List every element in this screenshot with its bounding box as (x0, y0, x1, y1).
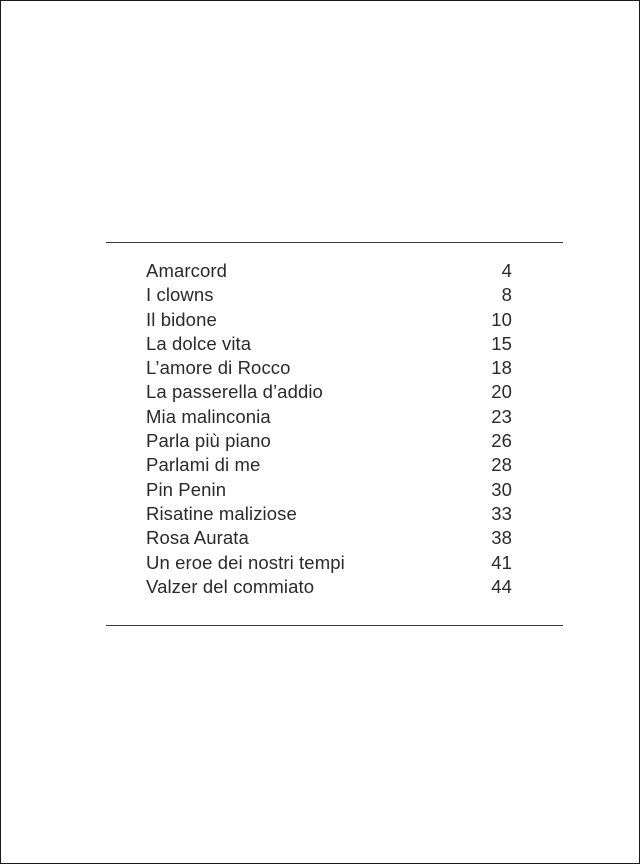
toc-entry[interactable] (146, 575, 512, 599)
table-of-contents (146, 259, 512, 599)
toc-entry[interactable] (146, 332, 512, 356)
toc-entry-title: Risatine maliziose (146, 502, 297, 524)
toc-entry-title: Parla più piano (146, 430, 271, 452)
toc-entry-title: Un eroe dei nostri tempi (146, 551, 345, 573)
toc-entry-page: 10 (491, 308, 512, 330)
toc-entry[interactable] (146, 405, 512, 429)
toc-entry-page: 20 (491, 381, 512, 403)
toc-entry[interactable] (146, 478, 512, 502)
toc-entry[interactable] (146, 526, 512, 550)
toc-entry-title: Valzer del commiato (146, 575, 315, 597)
toc-entry-page: 26 (491, 430, 512, 452)
toc-entry-page: 38 (491, 527, 512, 549)
toc-entry[interactable] (146, 453, 512, 477)
toc-entry-title: Amarcord (146, 260, 227, 281)
top-divider (106, 242, 563, 243)
toc-entry[interactable] (146, 259, 512, 283)
toc-entry-title: Parlami di me (146, 454, 261, 476)
toc-entry-title: La dolce vita (146, 332, 252, 354)
toc-entry-page: 33 (491, 502, 512, 524)
toc-entry[interactable] (146, 308, 512, 332)
toc-entry-title: Pin Penin (146, 478, 227, 500)
toc-entry-title: Mia malinconia (146, 405, 271, 427)
toc-entry-page: 4 (501, 260, 512, 281)
toc-entry-page: 28 (491, 454, 512, 476)
toc-entry-page: 23 (491, 405, 512, 427)
toc-entry[interactable] (146, 283, 512, 307)
toc-entry[interactable] (146, 502, 512, 526)
toc-entry-title: Rosa Aurata (146, 527, 249, 549)
toc-entry-page: 41 (491, 551, 512, 573)
toc-entry[interactable] (146, 380, 512, 404)
toc-entry-title: L’amore di Rocco (146, 357, 291, 379)
toc-entry-page: 30 (491, 478, 512, 500)
toc-entry[interactable] (146, 551, 512, 575)
toc-entry-page: 44 (491, 575, 512, 597)
bottom-divider (106, 625, 563, 626)
toc-entry-title: Il bidone (146, 308, 217, 330)
toc-entry-title: La passerella d’addio (146, 381, 323, 403)
toc-entry[interactable] (146, 429, 512, 453)
toc-entry-page: 8 (501, 284, 512, 306)
toc-entry[interactable] (146, 356, 512, 380)
toc-entry-page: 18 (491, 357, 512, 379)
toc-entry-title: I clowns (146, 284, 214, 306)
toc-entry-page: 15 (491, 332, 512, 354)
